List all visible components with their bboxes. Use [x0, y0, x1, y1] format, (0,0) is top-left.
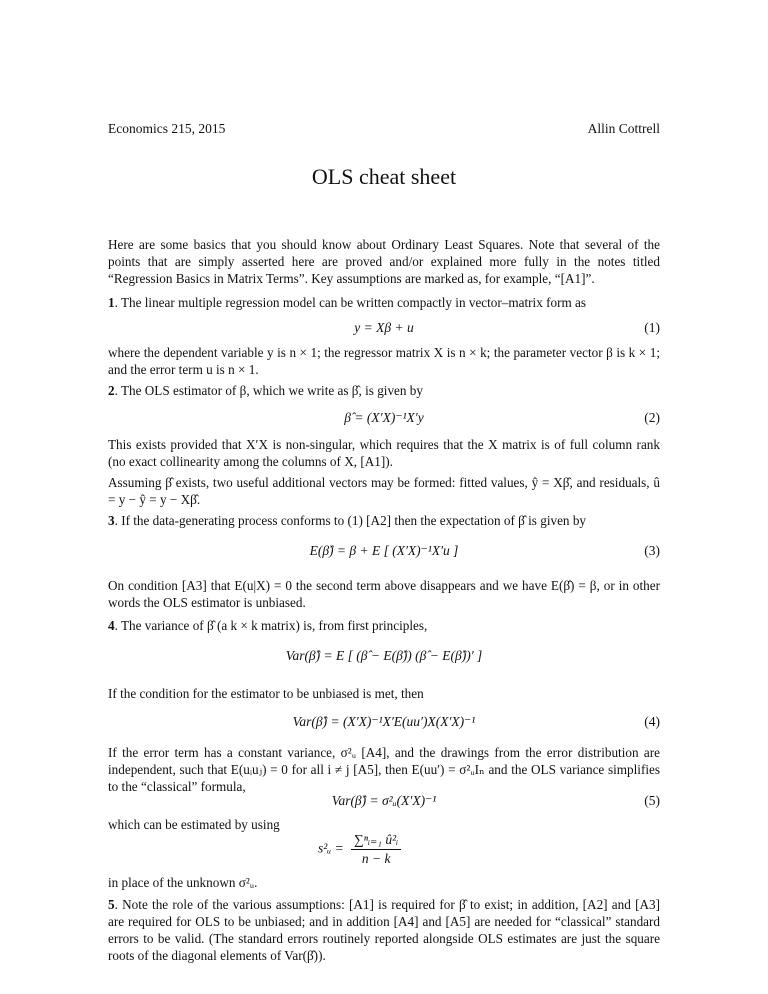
- point-4-unknown: in place of the unknown σ²ᵤ.: [108, 875, 258, 890]
- equation-s2-lhs: s²ᵤ =: [318, 840, 344, 856]
- equation-3: [108, 543, 660, 563]
- header-course: Economics 215, 2015: [108, 121, 226, 136]
- point-separator: .: [114, 618, 121, 633]
- equation-s2-fraction: [351, 832, 401, 867]
- equation-variance-def-body: Var(β̂) = E [ (β̂ − E(β̂)) (β̂ − E(β̂))′ ]: [285, 648, 483, 663]
- point-2-residuals: Assuming β̂ exists, two useful additional vectors may be formed: fitted values, ŷ = Xβ̂, and residuals, û = y − ŷ = y − Xβ̂.: [108, 475, 660, 507]
- point-4-text: The variance of β̂ (a k × k matrix) is, from first principles,: [120, 618, 428, 633]
- point-4: [108, 617, 660, 634]
- equation-4-number: (4): [644, 714, 660, 729]
- equation-1: [108, 320, 660, 340]
- equation-s2-denominator: n − k: [361, 851, 391, 866]
- equation-1-body: y = Xβ + u: [354, 320, 414, 335]
- point-number: 2: [108, 383, 115, 398]
- equation-2-body: β̂ = (X′X)⁻¹X′y: [344, 410, 424, 425]
- equation-s2: [318, 832, 401, 867]
- header-author: Allin Cottrell: [587, 121, 660, 136]
- point-5-text: Note the role of the various assumptions: [A1] is required for β̂ to exist; in addition, [A2] and [A3] are required for OLS to be unbiased; and in addition [A4] and [A5] are needed for “classical” standard errors to be valid. (The standard errors routinely reported alongside OLS estimates are just the square roots of the diagonal elements of Var(β̂)).: [108, 897, 661, 963]
- intro-paragraph: Here are some basics that you should know about Ordinary Least Squares. Note that several of the points that are simply asserted here are proved and/or explained more fully in the notes titled “Regression Basics in Matrix Terms”. Key assumptions are marked as, for example, “[A1]”.: [108, 237, 660, 286]
- point-2-text: The OLS estimator of β, which we write as β̂, is given by: [120, 383, 423, 398]
- point-4-cont: If the condition for the estimator to be unbiased is met, then: [108, 686, 424, 701]
- equation-1-number: (1): [644, 320, 660, 335]
- page-title: OLS cheat sheet: [311, 164, 457, 189]
- point-number: 4: [108, 618, 115, 633]
- equation-s2-numerator: ∑ⁿᵢ₌₁ û²ᵢ: [351, 832, 401, 850]
- equation-2: [108, 410, 660, 430]
- point-4-estimate: which can be estimated by using: [108, 817, 280, 832]
- point-separator: .: [114, 383, 121, 398]
- point-2-cont: This exists provided that X′X is non-singular, which requires that the X matrix is of full column rank (no exact collinearity among the columns of X, [A1]).: [108, 437, 660, 469]
- equation-2-number: (2): [644, 410, 660, 425]
- point-number: 3: [108, 513, 115, 528]
- equation-4: [108, 714, 660, 734]
- equation-3-body: E(β̂) = β + E [ (X′X)⁻¹X′u ]: [309, 543, 459, 558]
- point-3: [108, 512, 660, 529]
- point-1-text: The linear multiple regression model can be written compactly in vector–matrix form as: [120, 295, 587, 310]
- point-separator: .: [114, 513, 122, 528]
- point-number: 1: [108, 295, 115, 310]
- point-4-classical: If the error term has a constant variance, σ²ᵤ [A4], and the drawings from the error distribution are independent, such that E(uᵢuⱼ) = 0 for all i ≠ j [A5], then E(uu′) = σ²ᵤIₙ and the OLS variance simplifies to the “classical” formula,: [108, 745, 660, 794]
- point-separator: .: [114, 897, 123, 912]
- equation-5: [108, 793, 660, 813]
- point-2: [108, 382, 660, 399]
- point-separator: .: [114, 295, 121, 310]
- point-3-text: If the data-generating process conforms to (1) [A2] then the expectation of β̂ is given by: [121, 513, 587, 528]
- equation-3-number: (3): [644, 543, 660, 558]
- equation-variance-def: [108, 648, 660, 668]
- equation-4-body: Var(β̂) = (X′X)⁻¹X′E(uu′)X(X′X)⁻¹: [292, 714, 476, 729]
- point-1-cont: where the dependent variable y is n × 1; the regressor matrix X is n × k; the parameter vector β is k × 1; and the error term u is n × 1.: [108, 345, 660, 377]
- equation-5-number: (5): [644, 793, 660, 808]
- equation-5-body: Var(β̂) = σ²ᵤ(X′X)⁻¹: [331, 793, 437, 808]
- point-1: [108, 294, 660, 311]
- point-3-cont: On condition [A3] that E(u|X) = 0 the second term above disappears and we have E(β̂) = β, or in other words the OLS estimator is unbiased.: [108, 578, 660, 610]
- point-number: 5: [108, 897, 115, 912]
- point-5: [108, 896, 660, 964]
